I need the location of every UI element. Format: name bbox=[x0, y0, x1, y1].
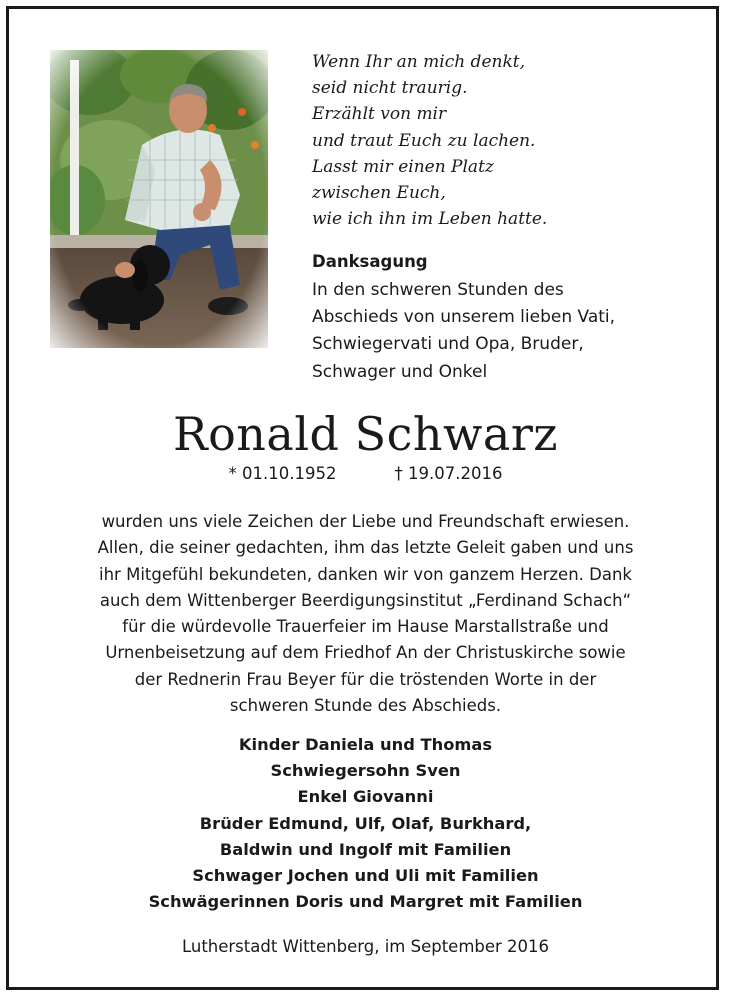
family-signatures bbox=[29, 732, 702, 915]
poem-line: Lasst mir einen Platz bbox=[312, 156, 494, 177]
message-line: für die würdevolle Trauerfeier im Hause Marstallstraße und bbox=[122, 617, 609, 637]
poem-line: wie ich ihn im Leben hatte. bbox=[312, 209, 548, 230]
thanks-intro bbox=[312, 277, 712, 386]
thanks-line: In den schweren Stunden des bbox=[312, 280, 564, 300]
signer-line: Kinder Daniela und Thomas bbox=[238, 735, 493, 754]
thanks-line: Abschieds von unserem lieben Vati, bbox=[312, 307, 616, 328]
message-line: der Rednerin Frau Beyer für die tröstenden Worte in der bbox=[134, 669, 597, 689]
message-line: Urnenbeisetzung auf dem Friedhof An der Christuskirche sowie bbox=[105, 643, 626, 663]
message-line: wurden uns viele Zeichen der Liebe und Freundschaft erwiesen. bbox=[101, 512, 630, 531]
poem-line: Erzählt von mir bbox=[312, 104, 447, 125]
portrait-photo bbox=[50, 50, 268, 348]
thanks-message bbox=[29, 509, 702, 719]
poem-line: seid nicht traurig. bbox=[312, 78, 468, 99]
obituary-notice bbox=[6, 6, 719, 990]
life-dates bbox=[9, 464, 722, 483]
death-date: † 19.07.2016 bbox=[394, 464, 503, 483]
place-and-date: Lutherstadt Wittenberg, im September 2016 bbox=[181, 937, 550, 956]
thanks-line: Schwager und Onkel bbox=[312, 361, 488, 382]
message-line: Allen, die seiner gedachten, ihm das letzte Geleit gaben und uns bbox=[97, 538, 634, 558]
message-line: ihr Mitgefühl bekundeten, danken wir von ganzem Herzen. Dank bbox=[99, 564, 632, 584]
signer-line: Schwägerinnen Doris und Margret mit Familien bbox=[148, 892, 583, 912]
message-line: auch dem Wittenberger Beerdigungsinstitut „Ferdinand Schach“ bbox=[99, 590, 632, 610]
signer-line: Schwager Jochen und Uli mit Familien bbox=[192, 866, 539, 886]
poem-line: Wenn Ihr an mich denkt, bbox=[312, 52, 525, 72]
signer-line: Baldwin und Ingolf mit Familien bbox=[219, 839, 512, 859]
deceased-name: Ronald Schwarz bbox=[172, 407, 559, 461]
memorial-poem bbox=[312, 49, 692, 232]
signer-line: Schwiegersohn Sven bbox=[270, 761, 461, 781]
thanks-heading: Danksagung bbox=[312, 252, 428, 271]
message-line: schweren Stunde des Abschieds. bbox=[229, 696, 502, 716]
poem-line: und traut Euch zu lachen. bbox=[312, 130, 536, 151]
thanks-line: Schwiegervati und Opa, Bruder, bbox=[312, 334, 584, 355]
signer-line: Enkel Giovanni bbox=[297, 787, 434, 807]
birth-date: * 01.10.1952 bbox=[228, 464, 337, 483]
signer-line: Brüder Edmund, Ulf, Olaf, Burkhard, bbox=[199, 813, 532, 833]
poem-line: zwischen Euch, bbox=[312, 183, 446, 204]
